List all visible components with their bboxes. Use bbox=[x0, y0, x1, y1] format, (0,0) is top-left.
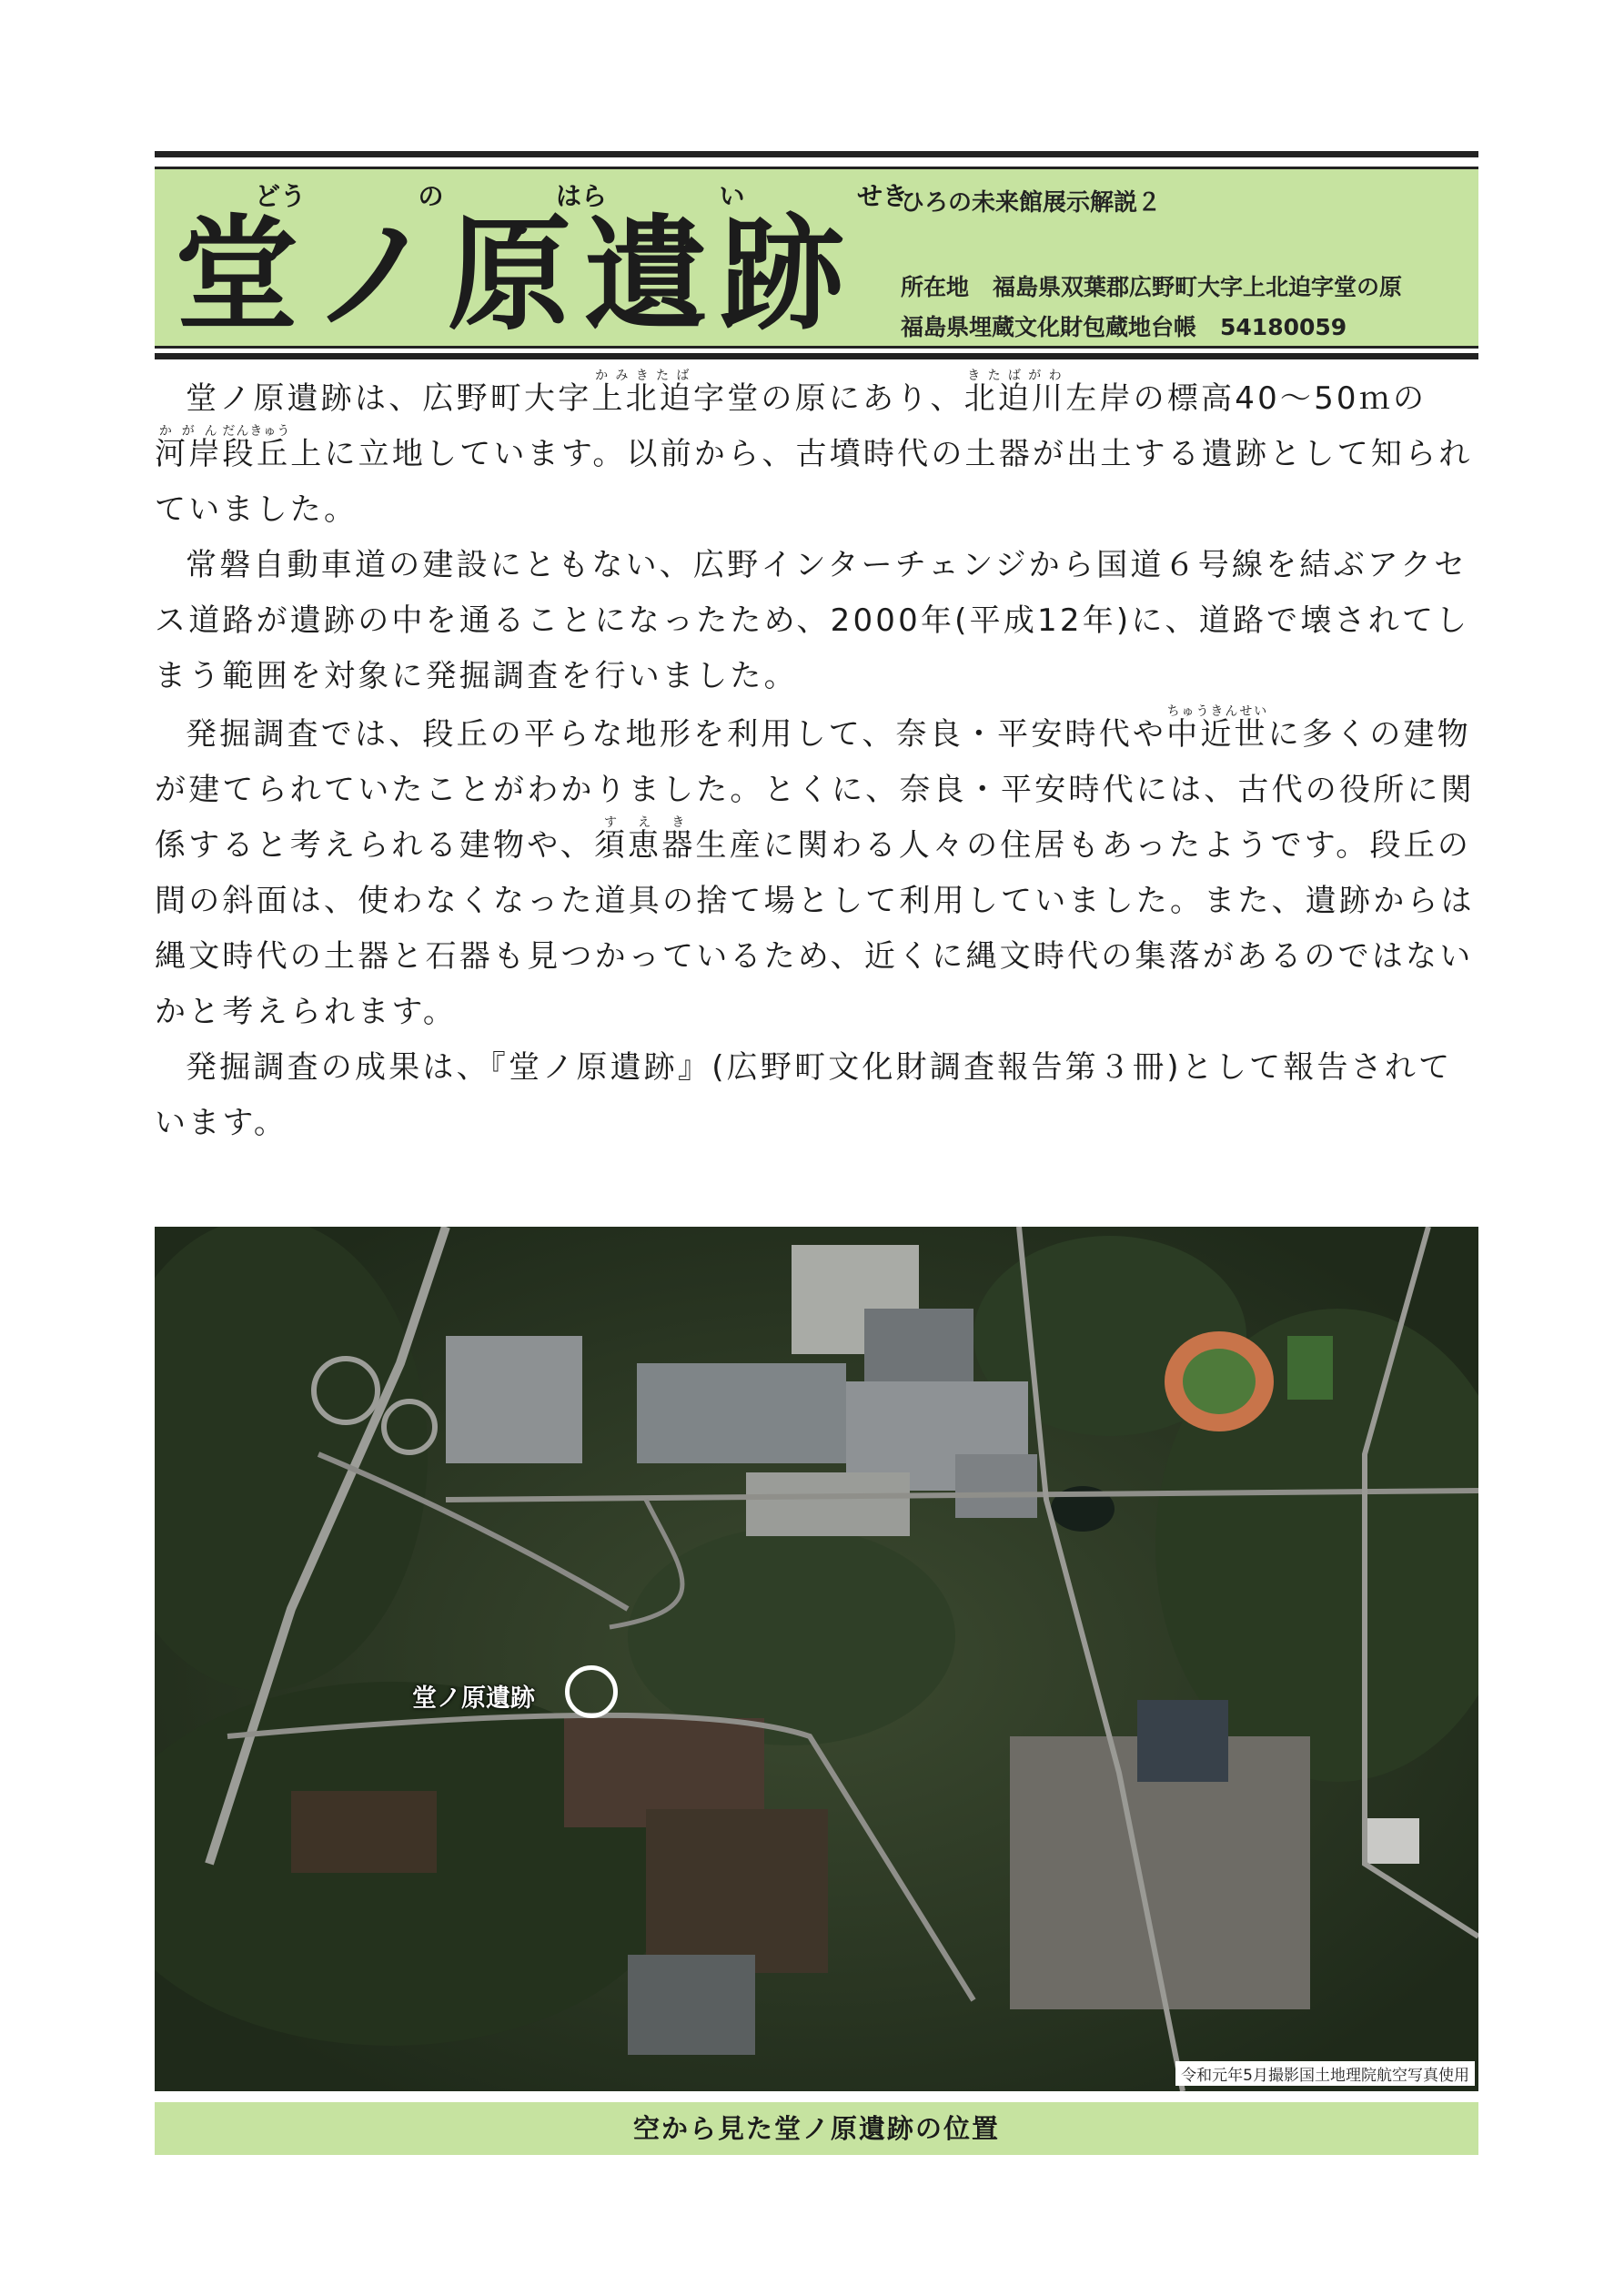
ruby-reading: すえき bbox=[593, 815, 696, 830]
p3-text-b: に多くの建物が建てられていたことがわかりました。とくに、奈良・平安時代には、古代の役所に関係すると考えられる建物や、 bbox=[155, 716, 1475, 864]
ruby-reading: きたばがわ bbox=[963, 369, 1066, 383]
p3-text-a: 発掘調査では、段丘の平らな地形を利用して、奈良・平安時代や bbox=[186, 716, 1167, 753]
site-marker-circle bbox=[565, 1665, 618, 1718]
title-ruby-3: はら bbox=[555, 181, 607, 211]
p3-text-c: 生産に関わる人々の住居もあったようです。段丘の間の斜面は、使わなくなった道具の捨て場として利用していました。また、遺跡からは縄文時代の土器と石器も見つかっているため、近くに縄文時代の集落があるのではないかと考えられます。 bbox=[155, 827, 1475, 1030]
ruby-base: 北迫川 bbox=[963, 380, 1066, 417]
site-label: 堂ノ原遺跡 bbox=[412, 1684, 535, 1713]
location-line bbox=[901, 269, 1402, 302]
ruby-kagan bbox=[155, 424, 223, 472]
location-value: 福島県双葉郡広野町大字上北迫字堂の原 bbox=[993, 274, 1403, 300]
page-title: 堂ノ原遺跡 bbox=[175, 204, 857, 348]
p1-text-a: 堂ノ原遺跡は、広野町大字 bbox=[186, 380, 592, 417]
ruby-sueki bbox=[593, 815, 696, 864]
ruby-chuukinsei bbox=[1166, 704, 1268, 753]
ruby-reading: かがん bbox=[155, 424, 223, 439]
ruby-reading: ちゅうきんせい bbox=[1166, 704, 1268, 719]
paragraph-2: 常磐自動車道の建設にともない、広野インターチェンジから国道６号線を結ぶアクセス道路が遺跡の中を通ることになったため、2000年(平成12年)に、道路で壊されてしまう範囲を対象に発掘調査を行いました。 bbox=[155, 547, 1470, 694]
p1-text-d: 上に立地しています。以前から、古墳時代の土器が出土する遺跡として知られていました。 bbox=[155, 436, 1473, 528]
ruby-kitabagawa bbox=[963, 369, 1066, 417]
photo-credit: 令和元年5月撮影国土地理院航空写真使用 bbox=[1175, 2061, 1475, 2086]
header-panel bbox=[155, 167, 1478, 349]
paragraph-3 bbox=[155, 704, 1478, 1040]
paragraph-1 bbox=[155, 369, 1478, 538]
paragraph-4: 発掘調査の成果は、『堂ノ原遺跡』(広野町文化財調査報告第３冊)として報告されています。 bbox=[155, 1049, 1453, 1141]
ruby-base: 須恵器 bbox=[593, 827, 696, 864]
header-bottom-rule bbox=[155, 353, 1478, 359]
ruby-kamikitaba bbox=[591, 369, 694, 417]
title-ruby-2: の bbox=[418, 181, 444, 211]
ruby-base: 河岸 bbox=[155, 436, 223, 472]
title-ruby-4: い bbox=[719, 181, 745, 211]
series-label: ひろの未来館展示解説２ bbox=[901, 189, 1162, 217]
location-label: 所在地 bbox=[901, 274, 970, 300]
p1-text-c: 左岸の標高40～50ｍの bbox=[1065, 380, 1427, 417]
header-top-rule bbox=[155, 151, 1478, 157]
ruby-base: 段丘 bbox=[222, 436, 291, 472]
aerial-photo-illustration bbox=[155, 1227, 1478, 2091]
aerial-photo bbox=[155, 1227, 1478, 2091]
photo-caption: 空から見た堂ノ原遺跡の位置 bbox=[155, 2102, 1478, 2155]
title-ruby-5: せき bbox=[856, 181, 908, 211]
ruby-base: 中近世 bbox=[1166, 716, 1268, 753]
ruby-base: 上北迫 bbox=[591, 380, 694, 417]
register-number: 54180059 bbox=[1220, 314, 1347, 340]
body-text bbox=[155, 369, 1478, 1151]
register-label: 福島県埋蔵文化財包蔵地台帳 bbox=[901, 314, 1197, 340]
register-line bbox=[901, 309, 1347, 342]
ruby-reading: かみきたば bbox=[591, 369, 694, 383]
title-ruby-1: どう bbox=[255, 181, 307, 211]
ruby-dankyuu bbox=[222, 424, 291, 472]
ruby-reading: だんきゅう bbox=[222, 424, 291, 439]
p1-text-b: 字堂の原にあり、 bbox=[693, 380, 964, 417]
